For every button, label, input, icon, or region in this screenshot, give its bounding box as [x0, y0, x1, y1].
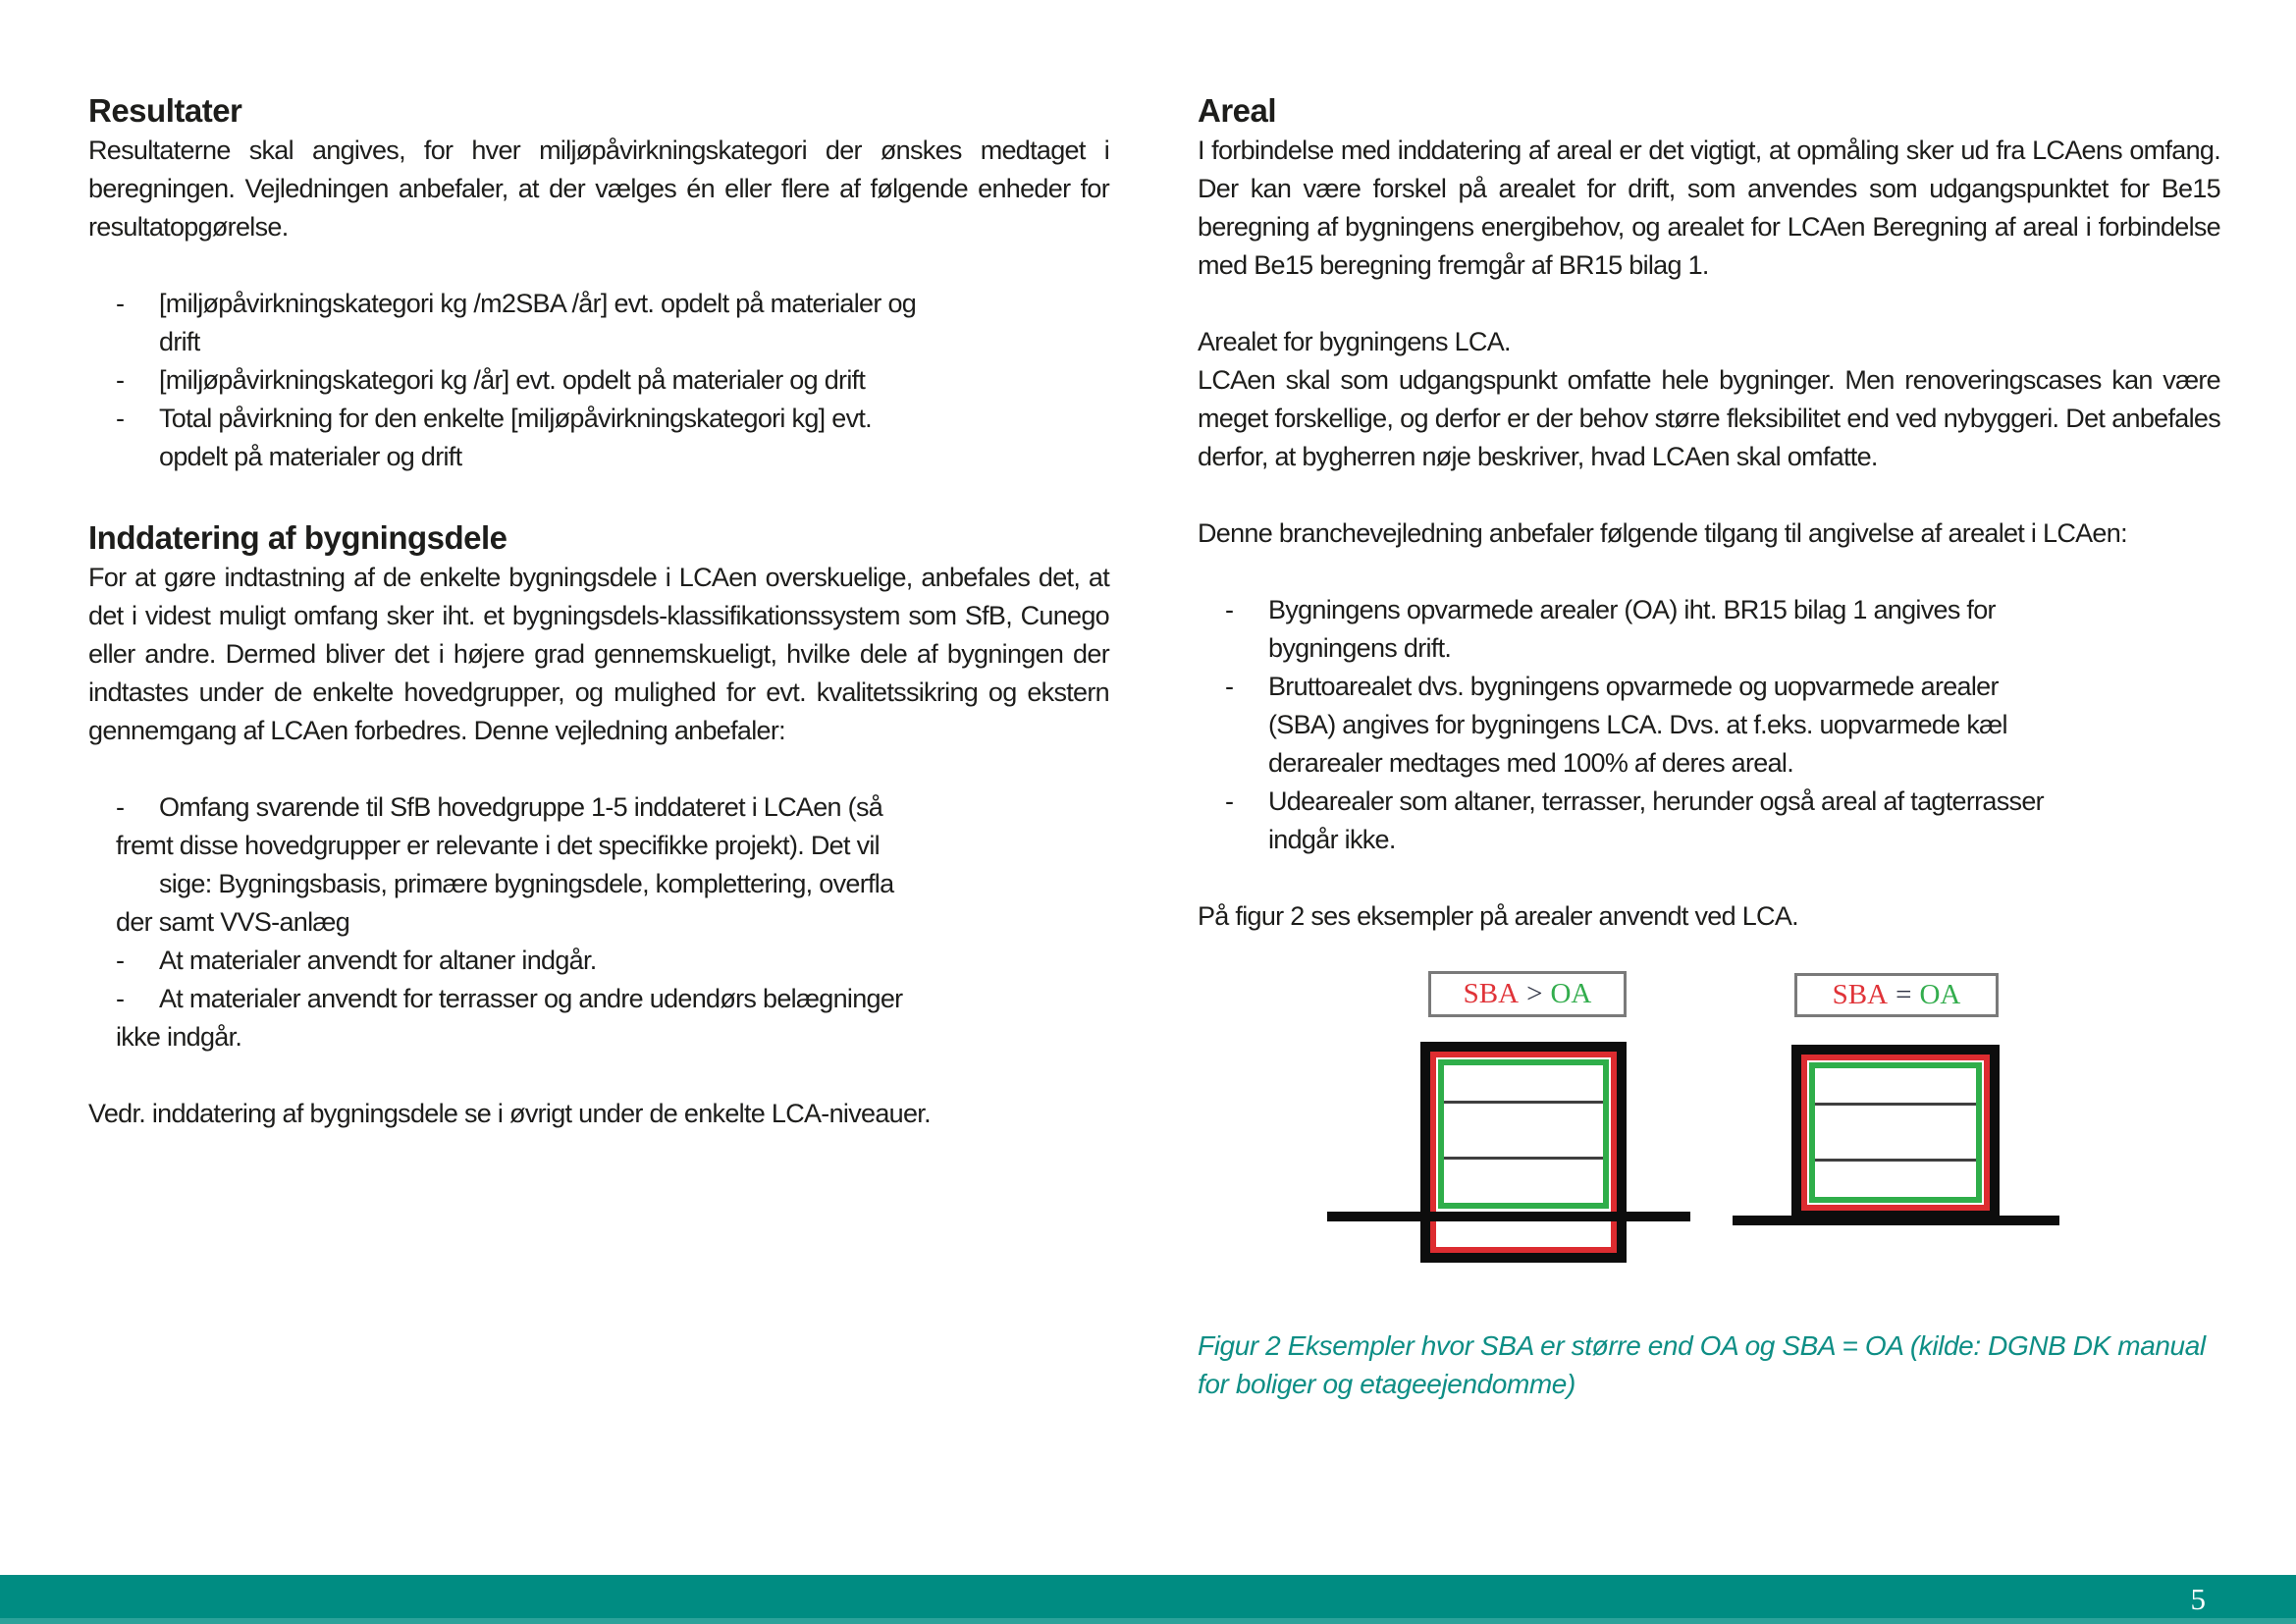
- list-item-continuation: [88, 1018, 1109, 1056]
- dash-bullet: -: [116, 792, 125, 822]
- list-item: [88, 285, 1109, 323]
- list-item-text: opdelt på materialer og drift: [159, 442, 462, 471]
- list-item: [88, 400, 1109, 438]
- list-item-continuation: [88, 865, 1109, 903]
- list-item-continuation: [88, 438, 1109, 476]
- dash-bullet: -: [116, 984, 125, 1013]
- section-heading-resultater: Resultater: [88, 92, 242, 129]
- sba-label: SBA: [1832, 979, 1889, 1010]
- list-item-text: Udearealer som altaner, terrasser, herunder også areal af tagterrasser: [1268, 786, 2044, 816]
- right-column: [1198, 90, 2220, 1403]
- paragraph: Denne branchevejledning anbefaler følgende tilgang til angivelse af arealet i LCAen:: [1198, 518, 2127, 548]
- list-item-text: At materialer anvendt for terrasser og andre udendørs belægninger: [159, 984, 903, 1013]
- list-item: [1198, 591, 2220, 629]
- sba-label: SBA: [1463, 978, 1520, 1009]
- list-item-text: Bruttoarealet dvs. bygningens opvarmede og uopvarmede arealer: [1268, 672, 1999, 701]
- list-item-continuation: [1198, 706, 2220, 744]
- page-number: 5: [2190, 1582, 2206, 1616]
- figure-2: [1198, 971, 2220, 1266]
- list-item: [88, 942, 1109, 980]
- list-item-text: Bygningens opvarmede arealer (OA) iht. BR15 bilag 1 angives for: [1268, 595, 1996, 624]
- list-item-continuation: [1198, 821, 2220, 859]
- oa-label: OA: [1550, 978, 1592, 1009]
- list-item: [88, 788, 1109, 827]
- list-item-text: At materialer anvendt for altaner indgår.: [159, 946, 597, 975]
- list-item-continuation: [88, 903, 1109, 942]
- dash-bullet: -: [1225, 672, 1234, 701]
- paragraph: Arealet for bygningens LCA.: [1198, 327, 1511, 356]
- list-item: [88, 980, 1109, 1018]
- list-item-continuation: [88, 827, 1109, 865]
- paragraph: Vedr. inddatering af bygningsdele se i øvrigt under de enkelte LCA-niveauer.: [88, 1099, 931, 1128]
- list-item-text: [miljøpåvirkningskategori kg /m2SBA /år] evt. opdelt på materialer og: [159, 289, 917, 318]
- list-item: [1198, 783, 2220, 821]
- paragraph: I forbindelse med inddatering af areal er det vigtigt, at opmåling sker ud fra LCAens omfang. Der kan være forskel på arealet for drift, som anvendes som udgangspunktet for Be15 beregning af bygningens energibehov, og arealet for LCAen Beregning af areal i forbindelse med Be15 beregning fremgår af BR15 bilag 1.: [1198, 135, 2220, 280]
- label-box-sba-eq-oa: [1794, 973, 1999, 1017]
- greater-than-operator: >: [1526, 978, 1543, 1009]
- list-item-text: bygningens drift.: [1268, 633, 1452, 663]
- bullet-list-result-units: [88, 285, 1109, 476]
- dash-bullet: -: [116, 404, 125, 433]
- bullet-list-arealer: [1198, 591, 2220, 859]
- list-item-continuation: [88, 323, 1109, 361]
- building-diagram-with-basement: [1420, 1042, 1627, 1263]
- sba-outline: [1430, 1052, 1617, 1253]
- list-item-text: [miljøpåvirkningskategori kg /år] evt. opdelt på materialer og drift: [159, 365, 866, 395]
- list-item-continuation: [1198, 629, 2220, 668]
- list-item: [88, 361, 1109, 400]
- list-item-text: Omfang svarende til SfB hovedgruppe 1-5 inddateret i LCAen (så: [159, 792, 883, 822]
- list-item-continuation: [1198, 744, 2220, 783]
- oa-outline: [1809, 1062, 1982, 1203]
- section-heading-areal: Areal: [1198, 92, 1277, 129]
- paragraph: Resultaterne skal angives, for hver miljøpåvirkningskategori der ønskes medtaget i beregningen. Vejledningen anbefaler, at der vælges én eller flere af følgende enheder for resultatopgørelse.: [88, 135, 1109, 242]
- list-item: [1198, 668, 2220, 706]
- oa-label: OA: [1919, 979, 1961, 1010]
- list-item-text: sige: Bygningsbasis, primære bygningsdele, komplettering, overfla: [159, 869, 894, 898]
- figure-caption-line1: Figur 2 Eksempler hvor SBA er større end OA og SBA = OA (kilde: DGNB DK manual: [1198, 1330, 2206, 1361]
- building-diagram-no-basement: [1791, 1045, 2000, 1220]
- list-item-text: Total påvirkning for den enkelte [miljøpåvirkningskategori kg] evt.: [159, 404, 872, 433]
- floor-line: [1815, 1159, 1976, 1162]
- section-heading-inddatering: Inddatering af bygningsdele: [88, 519, 507, 556]
- dash-bullet: -: [116, 946, 125, 975]
- list-item-text: der samt VVS-anlæg: [116, 907, 350, 937]
- dash-bullet: -: [1225, 786, 1234, 816]
- sba-outline: [1801, 1055, 1990, 1211]
- label-box-sba-gt-oa: [1428, 971, 1627, 1017]
- figure-caption-line2: for boliger og etageejendomme): [1198, 1369, 1575, 1399]
- bullet-list-bygningsdele: [88, 788, 1109, 1056]
- figure-caption: [1198, 1326, 2220, 1403]
- ground-line-right: [1733, 1216, 2059, 1225]
- paragraph: På figur 2 ses eksempler på arealer anvendt ved LCA.: [1198, 901, 1798, 931]
- left-column: [88, 90, 1109, 1133]
- paragraph: LCAen skal som udgangspunkt omfatte hele bygninger. Men renoveringscases kan være meget forskellige, og derfor er der behov større fleksibilitet end ved nybyggeri. Det anbefales derfor, at bygherren nøje beskriver, hvad LCAen skal omfatte.: [1198, 365, 2220, 471]
- dash-bullet: -: [116, 289, 125, 318]
- list-item-text: ikke indgår.: [116, 1022, 242, 1052]
- dash-bullet: -: [116, 365, 125, 395]
- floor-line: [1444, 1157, 1603, 1160]
- oa-outline: [1438, 1059, 1609, 1209]
- list-item-text: derarealer medtages med 100% af deres areal.: [1268, 748, 1794, 778]
- list-item-text: drift: [159, 327, 200, 356]
- list-item-text: fremt disse hovedgrupper er relevante i det specifikke projekt). Det vil: [116, 831, 880, 860]
- dash-bullet: -: [1225, 595, 1234, 624]
- equals-operator: =: [1896, 979, 1912, 1010]
- floor-line: [1815, 1103, 1976, 1106]
- list-item-text: (SBA) angives for bygningens LCA. Dvs. at f.eks. uopvarmede kæl: [1268, 710, 2007, 739]
- paragraph: For at gøre indtastning af de enkelte bygningsdele i LCAen overskuelige, anbefales det, at det i videst muligt omfang sker iht. et bygningsdels-klassifikationssystem som SfB, Cunego eller andre. Dermed bliver det i højere grad gennemskueligt, hvilke dele af bygningen der indtastes under de enkelte hovedgrupper, og mulighed for evt. kvalitetssikring og ekstern gennemgang af LCAen forbedres. Denne vejledning anbefaler:: [88, 563, 1109, 745]
- ground-line-left: [1327, 1212, 1690, 1221]
- footer-bar-edge: [0, 1618, 2296, 1624]
- list-item-text: indgår ikke.: [1268, 825, 1396, 854]
- footer-bar: [0, 1575, 2296, 1624]
- floor-line: [1444, 1101, 1603, 1104]
